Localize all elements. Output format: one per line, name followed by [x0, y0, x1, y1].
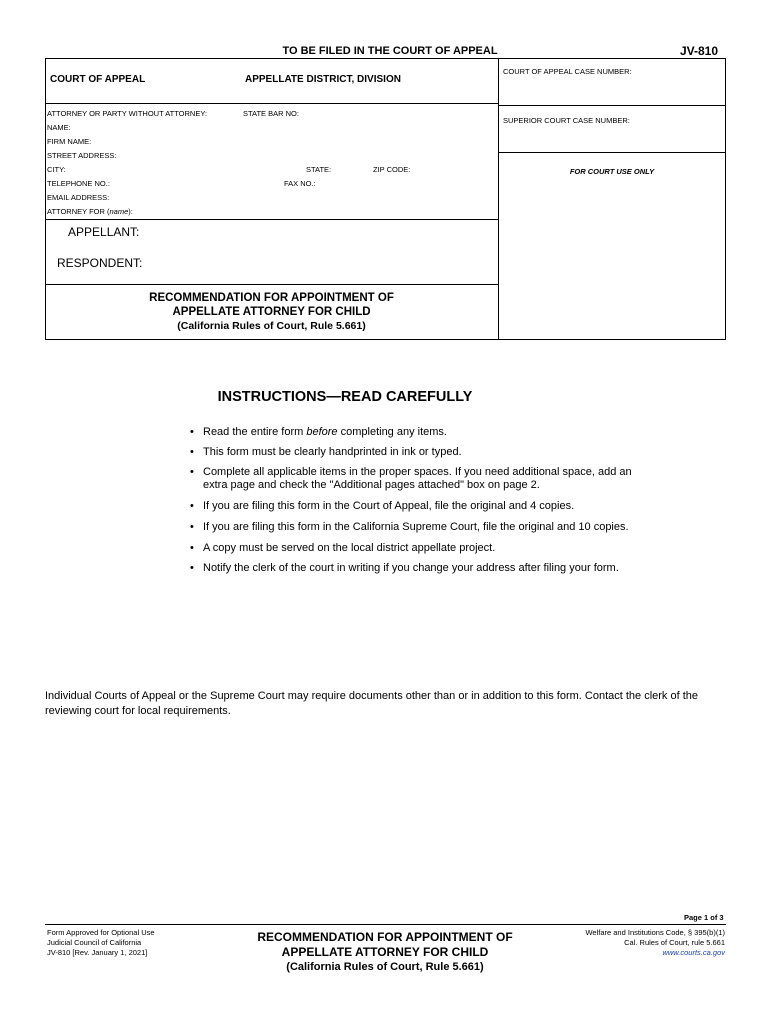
- courts-website-link[interactable]: www.courts.ca.gov: [662, 948, 725, 957]
- local-requirements-note: Individual Courts of Appeal or the Supreme Court may require documents other than or in addition to this form. Contact the clerk of the reviewing court for local requirements.: [45, 690, 699, 717]
- attorney-for-label: ATTORNEY FOR (name):: [47, 207, 133, 216]
- state-bar-label: STATE BAR NO:: [243, 109, 299, 118]
- instruction-item: • Notify the clerk of the court in writing if you change your address after filing your form.: [190, 562, 619, 574]
- instruction-item: • Complete all applicable items in the proper spaces. If you need additional space, add an extra page and check the "Additional pages attached" box on page 2.: [190, 466, 632, 491]
- instructions-heading: INSTRUCTIONS—READ CAREFULLY: [217, 389, 473, 405]
- email-label: EMAIL ADDRESS:: [47, 193, 110, 202]
- appellant-label: APPELLANT:: [68, 225, 140, 239]
- superior-case-rule: [498, 152, 726, 153]
- instruction-item: • If you are filing this form in the California Supreme Court, file the original and 10 copies.: [190, 521, 629, 533]
- instructions-list: [190, 426, 650, 575]
- instruction-item: • This form must be clearly handprinted in ink or typed.: [190, 446, 462, 458]
- bullet: •: [190, 500, 194, 512]
- ref-crc: Cal. Rules of Court, rule 5.661: [624, 938, 725, 947]
- approved-line3: JV-810 [Rev. January 1, 2021]: [47, 948, 148, 957]
- respondent-label: RESPONDENT:: [57, 256, 143, 270]
- instruction-item: • A copy must be served on the local district appellate project.: [190, 542, 496, 554]
- zip-code-label: ZIP CODE:: [373, 165, 411, 174]
- footer-title-line3: (California Rules of Court, Rule 5.661): [286, 961, 484, 973]
- caption-divider: [498, 58, 499, 340]
- caption-title-line1: RECOMMENDATION FOR APPOINTMENT OF: [149, 292, 394, 304]
- court-of-appeal-label: COURT OF APPEAL: [50, 74, 146, 85]
- state-label: STATE:: [306, 165, 332, 174]
- bullet: •: [190, 426, 194, 438]
- telephone-label: TELEPHONE NO.:: [47, 179, 110, 188]
- coa-case-number-label: COURT OF APPEAL CASE NUMBER:: [503, 67, 632, 76]
- court-row-rule: [45, 103, 498, 104]
- city-label: CITY:: [47, 165, 66, 174]
- instruction-item: • Read the entire form before completing any items.: [190, 426, 447, 438]
- footer-title: [225, 930, 545, 975]
- superior-case-number-label: SUPERIOR COURT CASE NUMBER:: [503, 116, 630, 125]
- caption-title-line2: APPELLATE ATTORNEY FOR CHILD: [172, 306, 371, 318]
- firm-name-label: FIRM NAME:: [47, 137, 92, 146]
- bullet: •: [190, 542, 194, 554]
- footer-rule: [45, 924, 726, 925]
- page-number: Page 1 of 3: [684, 913, 724, 922]
- caption-title: [45, 291, 498, 333]
- instruction-item: • If you are filing this form in the Court of Appeal, file the original and 4 copies.: [190, 500, 575, 512]
- form-number: JV-810: [680, 44, 719, 58]
- name-label: NAME:: [47, 123, 71, 132]
- bullet: •: [190, 562, 194, 574]
- appellate-district-label: APPELLATE DISTRICT, DIVISION: [245, 74, 401, 85]
- form-approval-block: [47, 928, 155, 958]
- attorney-section-rule: [45, 219, 498, 220]
- filed-in-court-of-appeal: TO BE FILED IN THE COURT OF APPEAL: [282, 45, 498, 57]
- footer-title-line2: APPELLATE ATTORNEY FOR CHILD: [281, 945, 489, 959]
- coa-case-rule: [498, 105, 726, 106]
- parties-rule: [45, 284, 498, 285]
- for-court-use-only: FOR COURT USE ONLY: [569, 167, 655, 176]
- bullet: •: [190, 466, 194, 478]
- caption-title-line3: (California Rules of Court, Rule 5.661): [177, 320, 366, 332]
- bullet: •: [190, 521, 194, 533]
- fax-label: FAX NO.:: [284, 179, 316, 188]
- attorney-or-party-label: ATTORNEY OR PARTY WITHOUT ATTORNEY:: [47, 109, 208, 118]
- street-address-label: STREET ADDRESS:: [47, 151, 117, 160]
- approved-line2: Judicial Council of California: [47, 938, 142, 947]
- bullet: •: [190, 446, 194, 458]
- legal-references: [545, 928, 725, 958]
- ref-wic: Welfare and Institutions Code, § 395(b)(1): [585, 928, 725, 937]
- approved-line1: Form Approved for Optional Use: [47, 928, 155, 937]
- footer-title-line1: RECOMMENDATION FOR APPOINTMENT OF: [257, 930, 513, 944]
